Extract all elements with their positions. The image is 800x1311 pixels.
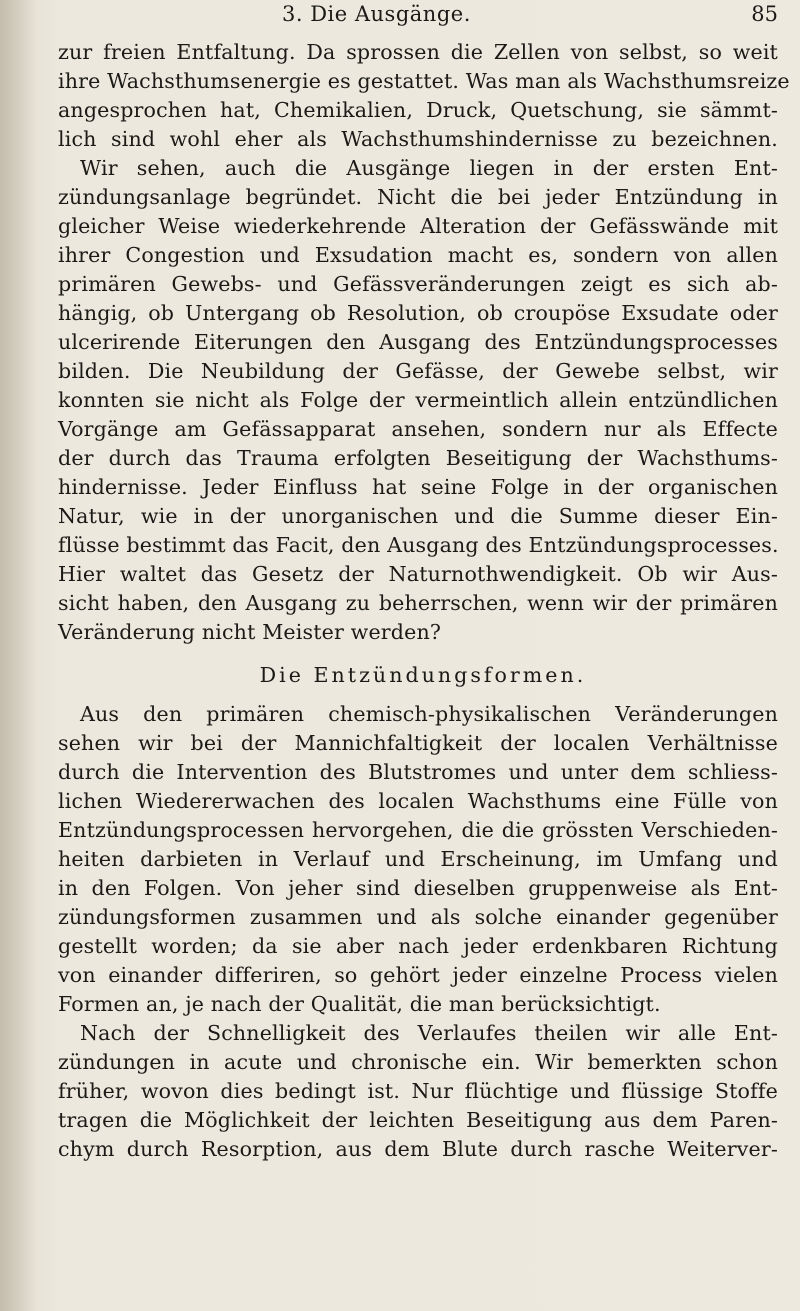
text-line: bilden. Die Neubildung der Gefässe, der Gewebe selbst, wir — [58, 359, 778, 383]
text-line: Nach der Schnelligkeit des Verlaufes theilen wir alle Ent- — [80, 1021, 778, 1045]
text-line: zur freien Entfaltung. Da sprossen die Zellen von selbst, so weit — [58, 40, 778, 64]
text-line: Natur, wie in der unorganischen und die Summe dieser Ein- — [58, 504, 778, 528]
text-line: früher, wovon dies bedingt ist. Nur flüchtige und flüssige Stoffe — [58, 1079, 778, 1103]
text-line: primären Gewebs- und Gefässveränderungen zeigt es sich ab- — [58, 272, 778, 296]
running-head — [60, 2, 800, 32]
text-line: lichen Wiedererwachen des localen Wachsthums eine Fülle von — [58, 789, 778, 813]
text-line: zündungen in acute und chronische ein. Wir bemerkten schon — [58, 1050, 778, 1074]
text-line: ihrer Congestion und Exsudation macht es, sondern von allen — [58, 243, 778, 267]
text-line: Hier waltet das Gesetz der Naturnothwendigkeit. Ob wir Aus- — [58, 562, 778, 586]
page-number: 85 — [751, 2, 778, 26]
paragraph — [58, 154, 778, 647]
text-line: heiten darbieten in Verlauf und Erscheinung, im Umfang und — [58, 847, 778, 871]
text-line: Veränderung nicht Meister werden? — [58, 620, 442, 644]
text-line: chym durch Resorption, aus dem Blute durch rasche Weiterver- — [58, 1137, 778, 1161]
text-line: gestellt worden; da sie aber nach jeder erdenkbaren Richtung — [58, 934, 778, 958]
text-line: Entzündungsprocessen hervorgehen, die die grössten Verschieden- — [58, 818, 778, 842]
binding-gutter-shadow — [0, 0, 38, 1311]
text-line: Vorgänge am Gefässapparat ansehen, sondern nur als Effecte — [58, 417, 778, 441]
text-line: zündungsformen zusammen und als solche einander gegenüber — [58, 905, 778, 929]
text-line: durch die Intervention des Blutstromes und unter dem schliess- — [58, 760, 778, 784]
text-line: lich sind wohl eher als Wachsthumshindernisse zu bezeichnen. — [58, 127, 778, 151]
paragraph — [58, 700, 778, 1019]
text-line: ihre Wachsthumsenergie es gestattet. Was man als Wachsthumsreize — [58, 69, 790, 93]
text-line: Aus den primären chemisch-physikalischen Veränderungen — [80, 702, 778, 726]
text-line: Wir sehen, auch die Ausgänge liegen in der ersten Ent- — [80, 156, 778, 180]
text-line: tragen die Möglichkeit der leichten Beseitigung aus dem Paren- — [58, 1108, 778, 1132]
body-text — [58, 38, 790, 1164]
running-title: 3. Die Ausgänge. — [282, 2, 471, 26]
text-line: hindernisse. Jeder Einfluss hat seine Folge in der organischen — [58, 475, 778, 499]
text-line: in den Folgen. Von jeher sind dieselben gruppenweise als Ent- — [58, 876, 778, 900]
text-line: konnten sie nicht als Folge der vermeintlich allein entzündlichen — [58, 388, 778, 412]
paragraph — [58, 38, 790, 154]
text-line: zündungsanlage begründet. Nicht die bei jeder Entzündung in — [58, 185, 778, 209]
text-line: gleicher Weise wiederkehrende Alteration der Gefässwände mit — [58, 214, 778, 238]
text-line: sehen wir bei der Mannichfaltigkeit der localen Verhältnisse — [58, 731, 778, 755]
text-line: sicht haben, den Ausgang zu beherrschen, wenn wir der primären — [58, 591, 778, 615]
text-line: der durch das Trauma erfolgten Beseitigung der Wachsthums- — [58, 446, 778, 470]
section-heading: Die Entzündungsformen. — [259, 663, 587, 687]
text-line: ulcerirende Eiterungen den Ausgang des Entzündungsprocesses — [58, 330, 778, 354]
text-line: flüsse bestimmt das Facit, den Ausgang des Entzündungsprocesses. — [58, 533, 779, 557]
paragraph — [58, 1019, 778, 1164]
text-line: Formen an, je nach der Qualität, die man berücksichtigt. — [58, 992, 661, 1016]
text-line: von einander differiren, so gehört jeder einzelne Process vielen — [58, 963, 778, 987]
text-line: hängig, ob Untergang ob Resolution, ob croupöse Exsudate oder — [58, 301, 778, 325]
text-line: angesprochen hat, Chemikalien, Druck, Quetschung, sie sämmt- — [58, 98, 778, 122]
